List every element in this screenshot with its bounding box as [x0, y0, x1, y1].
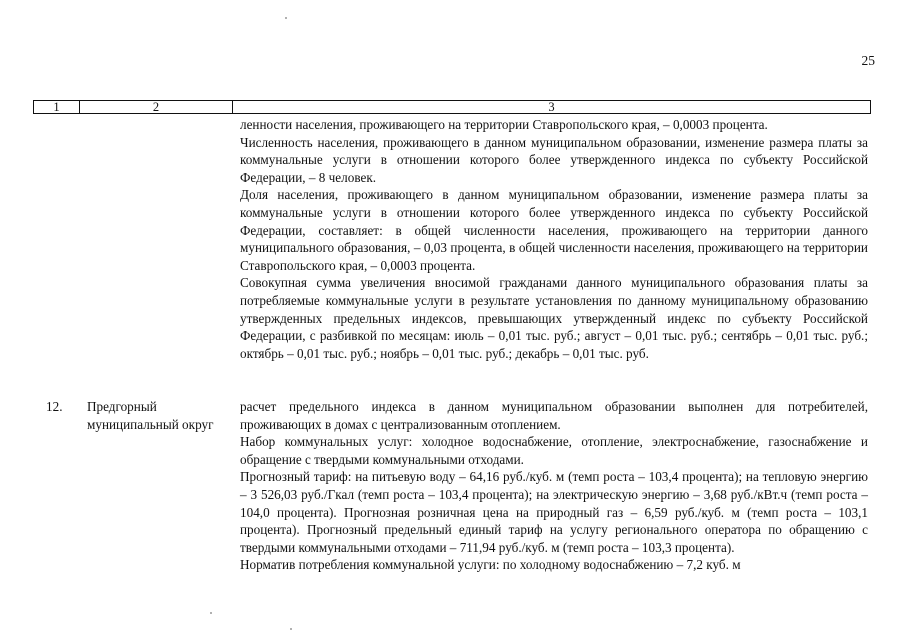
municipality-name: Предгорный муниципальный округ [87, 399, 214, 432]
paragraph: Норматив потребления коммунальной услуги: по холодному водоснабжению – 7,2 куб. м [240, 557, 741, 573]
paragraph: Доля населения, проживающего в данном муниципальном образовании, изменение размера платы за коммунальные услуги в отношении которого более утвержденного индекса по субъекту Российской Федерации, составляет: в общей численности населения, проживающего на территории данного муниципального образования, – 0,03 процента, в общей численности населения, проживающего на территории Ставропольского края, – 0,0003 процента. [240, 187, 868, 273]
table-column-header [33, 100, 871, 114]
paragraph: Численность населения, проживающего в данном муниципальном образовании, изменение размера платы за коммунальные услуги в отношении которого более утвержденного индекса по субъекту Российской Федерации, – 8 человек. [240, 134, 868, 185]
scan-speck [285, 17, 287, 19]
continued-row-text [240, 116, 868, 362]
paragraph: Набор коммунальных услуг: холодное водоснабжение, отопление, электроснабжение, газоснабжение и обращение с твердыми коммунальными отходами. [240, 434, 868, 467]
row-number: 12. [46, 399, 63, 414]
row-12-text [240, 398, 868, 574]
paragraph: Совокупная сумма увеличения вносимой гражданами данного муниципального образования платы за потребляемые коммунальные услуги в результате установления по данному муниципальному образованию утвержденных предельных индексов, превышающих утвержденный индекс по субъекту Российской Федерации, с разбивкой по месяцам: июль – 0,01 тыс. руб.; август – 0,01 тыс. руб.; сентябрь – 0,01 тыс. руб.; октябрь – 0,01 тыс. руб.; ноябрь – 0,01 тыс. руб.; декабрь – 0,01 тыс. руб. [240, 275, 868, 361]
paragraph: расчет предельного индекса в данном муниципальном образовании выполнен для потребителей, проживающих в домах с централизованным отоплением. [240, 399, 868, 432]
column-header-1: 1 [34, 101, 80, 113]
column-header-2: 2 [80, 101, 233, 113]
paragraph: Прогнозный тариф: на питьевую воду – 64,16 руб./куб. м (темп роста – 103,4 процента); на тепловую энергию – 3 526,03 руб./Гкал (темп роста – 103,4 процента); на электрическую энергию – 3,68 руб./кВт.ч (темп роста – 104,0 процента). Прогнозная розничная цена на природный газ – 6,59 руб./куб. м (темп роста – 103,1 процента). Прогнозный предельный единый тариф на услугу регионального оператора по обращению с твердыми коммунальными отходами – 711,94 руб./куб. м (темп роста – 103,3 процента). [240, 469, 868, 555]
paragraph: ленности населения, проживающего на территории Ставропольского края, – 0,0003 процента. [240, 117, 768, 132]
column-header-3: 3 [548, 100, 555, 114]
scan-speck [210, 612, 212, 614]
page-number: 25 [861, 53, 875, 68]
scan-speck [290, 628, 292, 630]
